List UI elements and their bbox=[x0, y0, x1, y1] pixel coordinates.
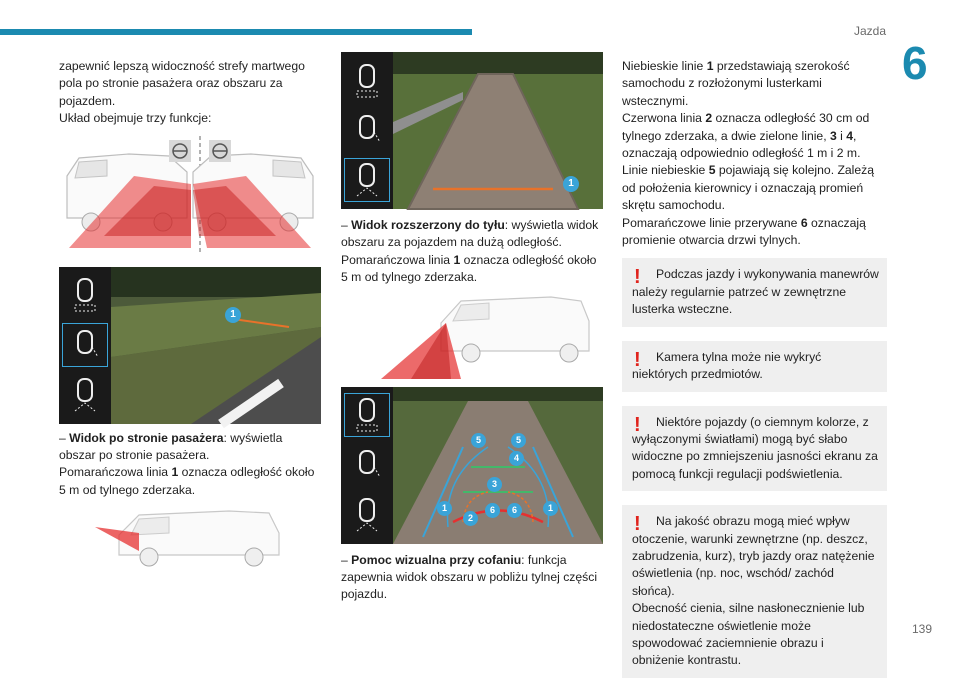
marker-1-left: 1 bbox=[437, 501, 452, 516]
intro-text: zapewnić lepszą widoczność strefy martwego pola po stronie pasażera oraz obszaru za pojazdem. bbox=[59, 59, 305, 108]
side-view-camera-screen bbox=[59, 267, 321, 424]
side-view-line-text: Pomarańczowa linia 1 oznacza odległość około 5 m od tylnego zderzaka. bbox=[59, 465, 315, 497]
side-view-mode-icon bbox=[344, 443, 390, 487]
chapter-number: 6 bbox=[902, 37, 928, 89]
reverse-camera-screen bbox=[341, 387, 603, 544]
side-camera-image bbox=[111, 267, 321, 424]
reverse-camera-image bbox=[393, 387, 603, 544]
van-rear-illustration bbox=[341, 293, 603, 379]
rear-view-mode-icon bbox=[344, 393, 390, 437]
marker-1: 1 bbox=[225, 307, 241, 323]
warning-box: ! Podczas jazdy i wykonywania manewrów należy regularnie patrzeć w zewnętrzne lusterka wsteczne. bbox=[622, 258, 887, 326]
red-green-lines-text: Czerwona linia 2 oznacza odległość 30 cm od tylnego zderzaka, a dwie zielone linie, 3 i 4, oznaczają odpowiednio odległość 1 m i 2 m. bbox=[622, 111, 870, 161]
reverse-description: – Pomoc wizualna przy cofaniu: funkcja zapewnia widok obszaru w pobliżu tylnej części pojazdu. bbox=[341, 552, 598, 602]
warning-icon: ! bbox=[634, 266, 641, 289]
section-title: Jazda bbox=[853, 24, 886, 38]
steering-wheel-icon-right bbox=[209, 140, 231, 162]
side-view-description: – Widok po stronie pasażera: wyświetla obszar po stronie pasażera. bbox=[59, 430, 283, 463]
marker-1-right: 1 bbox=[543, 501, 558, 516]
warning-icon: ! bbox=[634, 513, 641, 536]
intro-text-2: Układ obejmuje trzy funkcje: bbox=[59, 111, 212, 126]
wide-view-title: Widok rozszerzony do tyłu bbox=[351, 218, 505, 232]
steering-wheel-icon-left bbox=[169, 140, 191, 162]
wide-view-camera-screen bbox=[341, 52, 603, 209]
reverse-title: Pomoc wizualna przy cofaniu bbox=[351, 552, 522, 567]
marker-5-right: 5 bbox=[511, 433, 526, 448]
wide-view-mode-icon bbox=[344, 158, 390, 202]
van-right-icon bbox=[193, 154, 313, 248]
column-left bbox=[59, 58, 321, 569]
column-middle bbox=[341, 52, 603, 604]
rear-view-mode-icon bbox=[344, 59, 390, 103]
door-lines-text: Pomarańczowe linie przerywane 6 oznaczają promienie otwarcia drzwi tylnych. bbox=[622, 215, 866, 248]
blind-spot-illustration bbox=[59, 136, 321, 254]
page-number: 139 bbox=[911, 622, 932, 636]
wide-view-mode-icon bbox=[62, 373, 108, 417]
wide-view-description: – Widok rozszerzony do tyłu: wyświetla widok obszaru za pojazdem na dużą odległość. bbox=[341, 218, 599, 250]
warning-box: ! Kamera tylna może nie wykryć niektórych przedmiotów. bbox=[622, 341, 887, 392]
wide-view-mode-icon bbox=[344, 493, 390, 537]
column-right bbox=[622, 58, 887, 678]
marker-6-left: 6 bbox=[485, 503, 500, 518]
wide-camera-image bbox=[393, 52, 603, 209]
wide-view-line-text: Pomarańczowa linia 1 oznacza odległość około 5 m od tylnego zderzaka. bbox=[341, 252, 597, 285]
warning-icon: ! bbox=[634, 348, 641, 371]
side-view-mode-icon bbox=[344, 108, 390, 152]
warning-box: ! Na jakość obrazu mogą mieć wpływ otoczenie, warunki zewnętrzne (np. deszcz, zabrudzenia, kurz), tryb jazdy oraz natężenie oświetlenia (np. noc, wschód/ zachód słońca). Obecność cienia, silne nasłonecznienie lub niedostateczne oświetlenie może spowodować zaciemnienie obrazu i obniżenie kontrastu. bbox=[622, 505, 887, 678]
header-accent-bar bbox=[0, 29, 472, 35]
marker-6-right: 6 bbox=[507, 503, 522, 518]
marker-1: 1 bbox=[563, 176, 579, 192]
marker-5-left: 5 bbox=[471, 433, 486, 448]
side-view-title: Widok po stronie pasażera bbox=[69, 430, 224, 445]
marker-3: 3 bbox=[487, 477, 502, 492]
side-view-mode-icon bbox=[62, 323, 108, 367]
blue-lines-text: Niebieskie linie 1 przedstawiają szerokość samochodu z rozłożonymi lusterkami wstecznymi. bbox=[622, 59, 850, 108]
marker-2: 2 bbox=[463, 511, 478, 526]
marker-4: 4 bbox=[509, 451, 524, 466]
warning-icon: ! bbox=[634, 413, 641, 436]
van-side-illustration bbox=[59, 505, 321, 569]
rear-view-mode-icon bbox=[62, 273, 108, 317]
van-left-icon bbox=[67, 154, 191, 248]
warning-box: ! Niektóre pojazdy (o ciemnym kolorze, z wyłączonymi światłami) mogą być słabo widoczne po zmniejszeniu jasności ekranu za pomocą funkcji regulacji podświetlenia. bbox=[622, 406, 887, 492]
turning-lines-text: Linie niebieskie 5 pojawiają się kolejno. Zależą od położenia kierownicy i oznaczają promień skrętu samochodu. bbox=[622, 163, 875, 213]
